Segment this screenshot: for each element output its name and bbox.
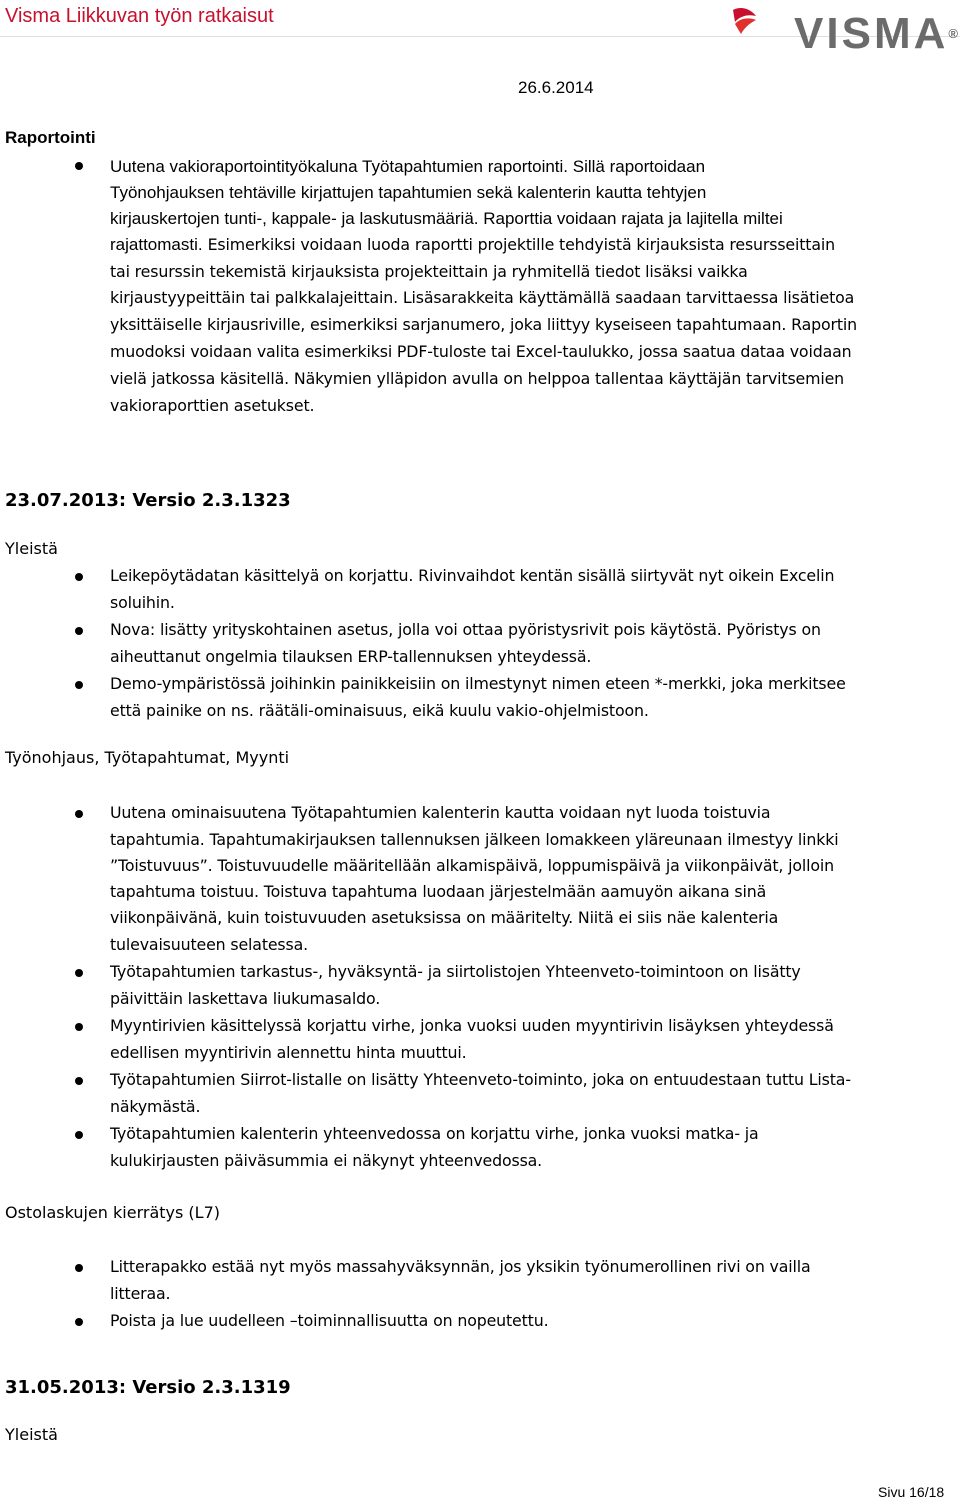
list-item-line: ”Toistuvuus”. Toistuvuudelle määritellään alkamispäivä, loppumispäivä ja viikonpäivät, jolloin xyxy=(110,856,834,875)
header-title: Visma Liikkuvan työn ratkaisut xyxy=(5,5,274,27)
list-item-line: tapahtuma toistuu. Toistuva tapahtuma luodaan järjestelmään aamuyön aikana sinä xyxy=(110,882,767,901)
list-item-line: näkymästä. xyxy=(110,1097,201,1116)
bullet-icon xyxy=(75,1077,83,1085)
list-item-line: Uutena ominaisuutena Työtapahtumien kalenterin kautta voidaan nyt luoda toistuvia xyxy=(110,803,771,822)
bullet-icon xyxy=(75,162,83,170)
bullet-icon xyxy=(75,1264,83,1272)
bullet-icon xyxy=(75,1023,83,1031)
list-item-line: Demo-ympäristössä joihinkin painikkeisiin on ilmestynyt nimen eteen *-merkki, joka merkitsee xyxy=(110,674,846,693)
paragraph-line: Uutena vakioraportointityökaluna Työtapahtumien raportointi. Sillä raportoidaan xyxy=(110,157,706,176)
logo-registered: ® xyxy=(948,26,958,41)
list-item-line: viikonpäivänä, kuin toistuvuuden asetuksissa on määritelty. Niitä ei siis näe kalenteria xyxy=(110,908,779,927)
paragraph-line: vielä jatkossa käsitellä. Näkymien ylläpidon avulla on helppoa tallentaa käyttäjän tarvitsemien xyxy=(110,369,845,388)
list-item-line: Työtapahtumien Siirrot-listalle on lisätty Yhteenveto-toiminto, joka on entuudestaan tuttu Lista- xyxy=(110,1070,851,1089)
list-item-line: soluihin. xyxy=(110,593,175,612)
paragraph-line: kirjaustyypeittäin tai palkkalajeittain. Lisäsarakkeita käyttämällä saadaan tarvittaessa lisätietoa xyxy=(110,288,855,307)
section-heading-ostolaskut: Ostolaskujen kierrätys (L7) xyxy=(5,1203,220,1222)
list-item-line: päivittäin laskettava liukumasaldo. xyxy=(110,989,381,1008)
list-item-line: Leikepöytädatan käsittelyä on korjattu. Rivinvaihdot kentän sisällä siirtyvät nyt oikein Excelin xyxy=(110,566,835,585)
list-item-line: Litterapakko estää nyt myös massahyväksynnän, jos yksikin työnumerollinen rivi on vailla xyxy=(110,1257,811,1276)
logo-text: VISMA xyxy=(794,9,949,58)
paragraph-fragment: Esimerkiksi voidaan luoda raportti projektille tehdyistä kirjauksista resursseittain xyxy=(207,235,835,254)
paragraph-line: vakioraporttien asetukset. xyxy=(110,396,315,415)
list-item-line: litteraa. xyxy=(110,1284,171,1303)
list-item-line: Työtapahtumien kalenterin yhteenvedossa on korjattu virhe, jonka vuoksi matka- ja xyxy=(110,1124,759,1143)
bullet-icon xyxy=(75,1131,83,1139)
bullet-icon xyxy=(75,681,83,689)
paragraph-line: tai resurssin tekemistä kirjauksista projekteittain ja ryhmitellä tiedot lisäksi vaikka xyxy=(110,262,748,281)
section-heading-raportointi: Raportointi xyxy=(5,128,96,147)
bullet-icon xyxy=(75,573,83,581)
bullet-icon xyxy=(75,1318,83,1326)
paragraph-line: kirjauskertojen tunti-, kappale- ja laskutusmääriä. Raporttia voidaan rajata ja lajitella miltei xyxy=(110,209,783,228)
list-item-line: edellisen myyntirivin alennettu hinta muuttui. xyxy=(110,1043,467,1062)
list-item-line: Poista ja lue uudelleen –toiminnallisuutta on nopeutettu. xyxy=(110,1311,549,1330)
list-item-line: Nova: lisätty yrityskohtainen asetus, jolla voi ottaa pyöristysrivit pois käytöstä. Pyöristys on xyxy=(110,620,821,639)
list-item-line: että painike on ns. räätäli-ominaisuus, eikä kuulu vakio-ohjelmistoon. xyxy=(110,701,649,720)
list-item-line: Työtapahtumien tarkastus-, hyväksyntä- ja siirtolistojen Yhteenveto-toimintoon on lisätty xyxy=(110,962,801,981)
list-item-line: tulevaisuuteen selatessa. xyxy=(110,935,308,954)
bullet-icon xyxy=(75,627,83,635)
bullet-icon xyxy=(75,969,83,977)
paragraph-line: muodoksi voidaan valita esimerkiksi PDF-tuloste tai Excel-taulukko, jossa saatua dataa voidaan xyxy=(110,342,852,361)
paragraph-line: Työnohjauksen tehtäville kirjattujen tapahtumien sekä kalenterin kautta tehtyjen xyxy=(110,183,707,202)
list-item-line: kulukirjausten päiväsummia ei näkynyt yhteenvedossa. xyxy=(110,1151,543,1170)
page-number: Sivu 16/18 xyxy=(878,1484,945,1500)
section-heading-tyonohjaus: Työnohjaus, Työtapahtumat, Myynti xyxy=(5,748,290,767)
list-item-line: aiheuttanut ongelmia tilauksen ERP-tallennuksen yhteydessä. xyxy=(110,647,592,666)
section-heading-yleista-2: Yleistä xyxy=(5,1425,58,1444)
paragraph-fragment: rajattomasti. xyxy=(110,235,203,254)
document-date: 26.6.2014 xyxy=(518,78,594,97)
bullet-icon xyxy=(75,810,83,818)
version-heading-1319: 31.05.2013: Versio 2.3.1319 xyxy=(5,1377,291,1398)
paragraph-line: yksittäiselle kirjausriville, esimerkiksi sarjanumero, joka liittyy kyseiseen tapahtumaan. Raportin xyxy=(110,315,857,334)
version-heading-1323: 23.07.2013: Versio 2.3.1323 xyxy=(5,490,291,511)
list-item-line: Myyntirivien käsittelyssä korjattu virhe, jonka vuoksi uuden myyntirivin lisäyksen yhteydessä xyxy=(110,1016,834,1035)
list-item-line: tapahtumia. Tapahtumakirjauksen tallennuksen jälkeen lomakkeen yläreunaan ilmestyy linkki xyxy=(110,830,839,849)
section-heading-yleista: Yleistä xyxy=(5,539,58,558)
